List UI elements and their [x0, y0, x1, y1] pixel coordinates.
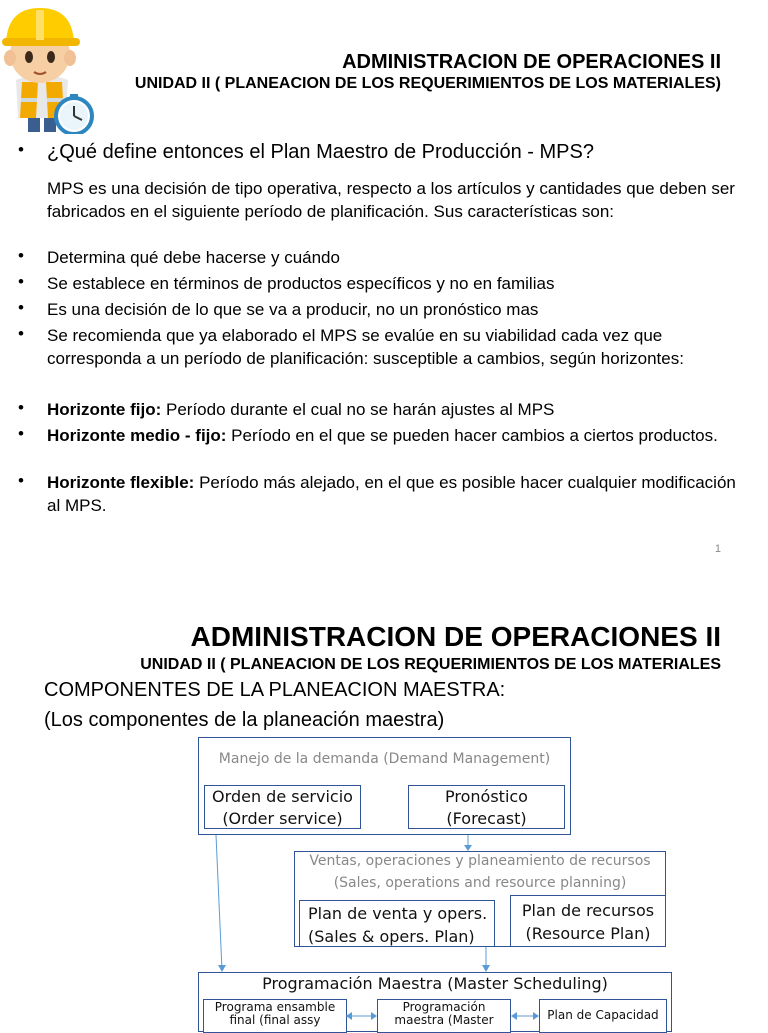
- arrowhead-icon: [218, 965, 226, 972]
- sop-label-line2: (Sales, operations and resource planning): [333, 875, 627, 891]
- page-number: 1: [714, 543, 721, 555]
- question-bullet: [18, 140, 748, 164]
- capacity-plan-box: [539, 999, 667, 1033]
- sales-plan-label-es: Plan de venta y opers.: [308, 904, 488, 923]
- arrowhead-icon: [482, 965, 490, 972]
- bullet-marker: •: [18, 140, 24, 159]
- list-item-text: Determina qué debe hacerse y cuándo: [47, 248, 340, 267]
- bullet-marker: •: [18, 398, 24, 417]
- slide-title: ADMINISTRACION DE OPERACIONES II: [190, 621, 721, 652]
- horizon-item: [18, 471, 748, 517]
- horizon-desc: Período más alejado, en el que es posible hacer cualquier modificación al MPS.: [47, 473, 736, 515]
- order-service-box: [204, 785, 361, 829]
- list-item: [18, 298, 748, 321]
- final-assembly-label-1: Programa ensamble: [214, 1000, 336, 1014]
- list-item: [18, 324, 748, 370]
- final-assembly-label-2: final (final assy: [229, 1013, 321, 1027]
- list-item-text: Se establece en términos de productos específicos y no en familias: [47, 274, 555, 293]
- list-item: [18, 246, 748, 269]
- construction-worker-clock-icon: [0, 2, 100, 134]
- slide-subtitle: UNIDAD II ( PLANEACION DE LOS REQUERIMIENTOS DE LOS MATERIALES: [140, 656, 721, 673]
- components-heading: COMPONENTES DE LA PLANEACION MAESTRA:: [44, 679, 506, 701]
- capacity-plan-label: Plan de Capacidad: [547, 1008, 659, 1022]
- bullet-marker: •: [18, 246, 24, 265]
- master-schedule-box: [377, 999, 511, 1033]
- slide-title: ADMINISTRACION DE OPERACIONES II: [342, 51, 721, 73]
- forecast-label-es: Pronóstico: [445, 787, 528, 806]
- resource-plan-label-en: (Resource Plan): [525, 924, 651, 943]
- horizon-desc: Período durante el cual no se harán ajustes al MPS: [161, 400, 555, 419]
- sales-plan-label-en: (Sales & opers. Plan): [308, 927, 475, 946]
- horizon-item: [18, 398, 748, 421]
- resource-plan-box: [510, 895, 666, 947]
- list-item-text: Se recomienda que ya elaborado el MPS se evalúe en su viabilidad cada vez que corresponda a un período de planificación: susceptible a cambios, según horizontes:: [47, 326, 684, 368]
- list-item-text: Es una decisión de lo que se va a producir, no un pronóstico mas: [47, 300, 539, 319]
- demand-management-label: Manejo de la demanda (Demand Management): [218, 751, 551, 767]
- bullet-marker: •: [18, 471, 24, 490]
- order-service-label-en: (Order service): [222, 809, 343, 828]
- list-item: [18, 272, 748, 295]
- horizon-term: Horizonte medio - fijo:: [47, 426, 227, 445]
- arrow-demand-to-master: [216, 835, 222, 970]
- question-text: ¿Qué define entonces el Plan Maestro de Producción - MPS?: [47, 141, 594, 163]
- bullet-marker: •: [18, 272, 24, 291]
- horizon-item: [18, 424, 748, 447]
- master-scheduling-label: Programación Maestra (Master Scheduling): [262, 974, 608, 993]
- mps-intro-paragraph: MPS es una decisión de tipo operativa, respecto a los artículos y cantidades que deben ser fabricados en el siguiente período de planificación. Sus características son:: [47, 179, 735, 221]
- horizon-term: Horizonte fijo:: [47, 400, 162, 419]
- master-schedule-label-1: Programación: [402, 1000, 486, 1014]
- horizon-desc: Período en el que se pueden hacer cambios a ciertos productos.: [226, 426, 718, 445]
- bullet-marker: •: [18, 298, 24, 317]
- sales-plan-box: [299, 900, 495, 947]
- slide-subtitle: UNIDAD II ( PLANEACION DE LOS REQUERIMIENTOS DE LOS MATERIALES): [134, 75, 721, 92]
- horizon-term: Horizonte flexible:: [47, 473, 195, 492]
- forecast-box: [408, 785, 565, 829]
- final-assembly-box: [203, 999, 347, 1033]
- sop-label-line1: Ventas, operaciones y planeamiento de recursos: [309, 853, 651, 869]
- resource-plan-label-es: Plan de recursos: [521, 901, 655, 920]
- master-schedule-label-2: maestra (Master: [394, 1013, 494, 1027]
- bullet-marker: •: [18, 324, 24, 343]
- bullet-marker: •: [18, 424, 24, 443]
- components-subheading: (Los componentes de la planeación maestra): [44, 709, 445, 731]
- order-service-label-es: Orden de servicio: [212, 787, 353, 806]
- slide-2: [0, 575, 768, 1027]
- forecast-label-en: (Forecast): [446, 809, 527, 828]
